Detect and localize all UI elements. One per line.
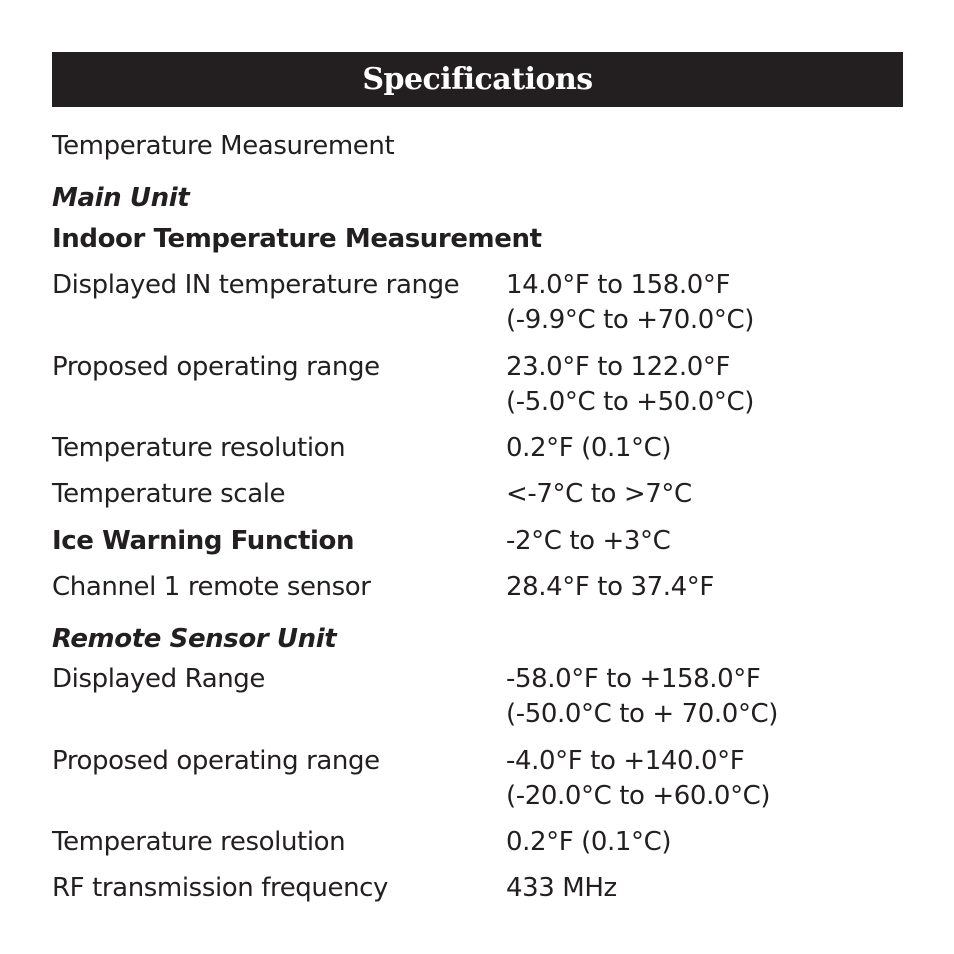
spec-value-line: -4.0°F to +140.0°F <box>506 746 745 776</box>
spec-value-line: (-5.0°C to +50.0°C) <box>506 387 755 417</box>
spec-value-line: 28.4°F to 37.4°F <box>506 572 714 602</box>
indoor-measurement-heading: Indoor Temperature Measurement <box>52 224 542 254</box>
spec-value-line: (-50.0°C to + 70.0°C) <box>506 699 779 729</box>
spec-value <box>506 744 770 814</box>
spec-label: Displayed Range <box>52 664 266 694</box>
spec-value <box>506 268 754 338</box>
spec-value-line: -2°C to +3°C <box>506 526 671 556</box>
spec-label: Displayed IN temperature range <box>52 270 460 300</box>
spec-label: Temperature resolution <box>52 827 346 857</box>
spec-value <box>506 662 778 732</box>
spec-value-line: 0.2°F (0.1°C) <box>506 433 672 463</box>
remote-unit-heading: Remote Sensor Unit <box>52 624 337 654</box>
spec-label: Ice Warning Function <box>52 526 355 556</box>
spec-value-line: (-9.9°C to +70.0°C) <box>506 305 755 335</box>
intro-text: Temperature Measurement <box>52 131 395 161</box>
spec-value <box>506 825 671 860</box>
spec-label: Temperature resolution <box>52 433 346 463</box>
title-bar <box>52 52 903 107</box>
spec-label: Temperature scale <box>52 479 286 509</box>
spec-value-line: (-20.0°C to +60.0°C) <box>506 781 771 811</box>
spec-value-line: 14.0°F to 158.0°F <box>506 270 731 300</box>
spec-value-line: <-7°C to >7°C <box>506 479 692 509</box>
spec-value <box>506 350 754 420</box>
main-unit-heading: Main Unit <box>52 183 190 213</box>
spec-value <box>506 431 671 466</box>
spec-value <box>506 524 670 559</box>
spec-value <box>506 871 617 906</box>
spec-label: Proposed operating range <box>52 352 380 382</box>
spec-value <box>506 477 692 512</box>
spec-value <box>506 570 714 605</box>
spec-label: RF transmission frequency <box>52 873 389 903</box>
spec-value-line: 433 MHz <box>506 873 617 903</box>
spec-value-line: -58.0°F to +158.0°F <box>506 664 761 694</box>
page-title: Specifications <box>362 62 593 97</box>
spec-value-line: 23.0°F to 122.0°F <box>506 352 731 382</box>
spec-value-line: 0.2°F (0.1°C) <box>506 827 672 857</box>
spec-label: Proposed operating range <box>52 746 380 776</box>
spec-label: Channel 1 remote sensor <box>52 572 371 602</box>
